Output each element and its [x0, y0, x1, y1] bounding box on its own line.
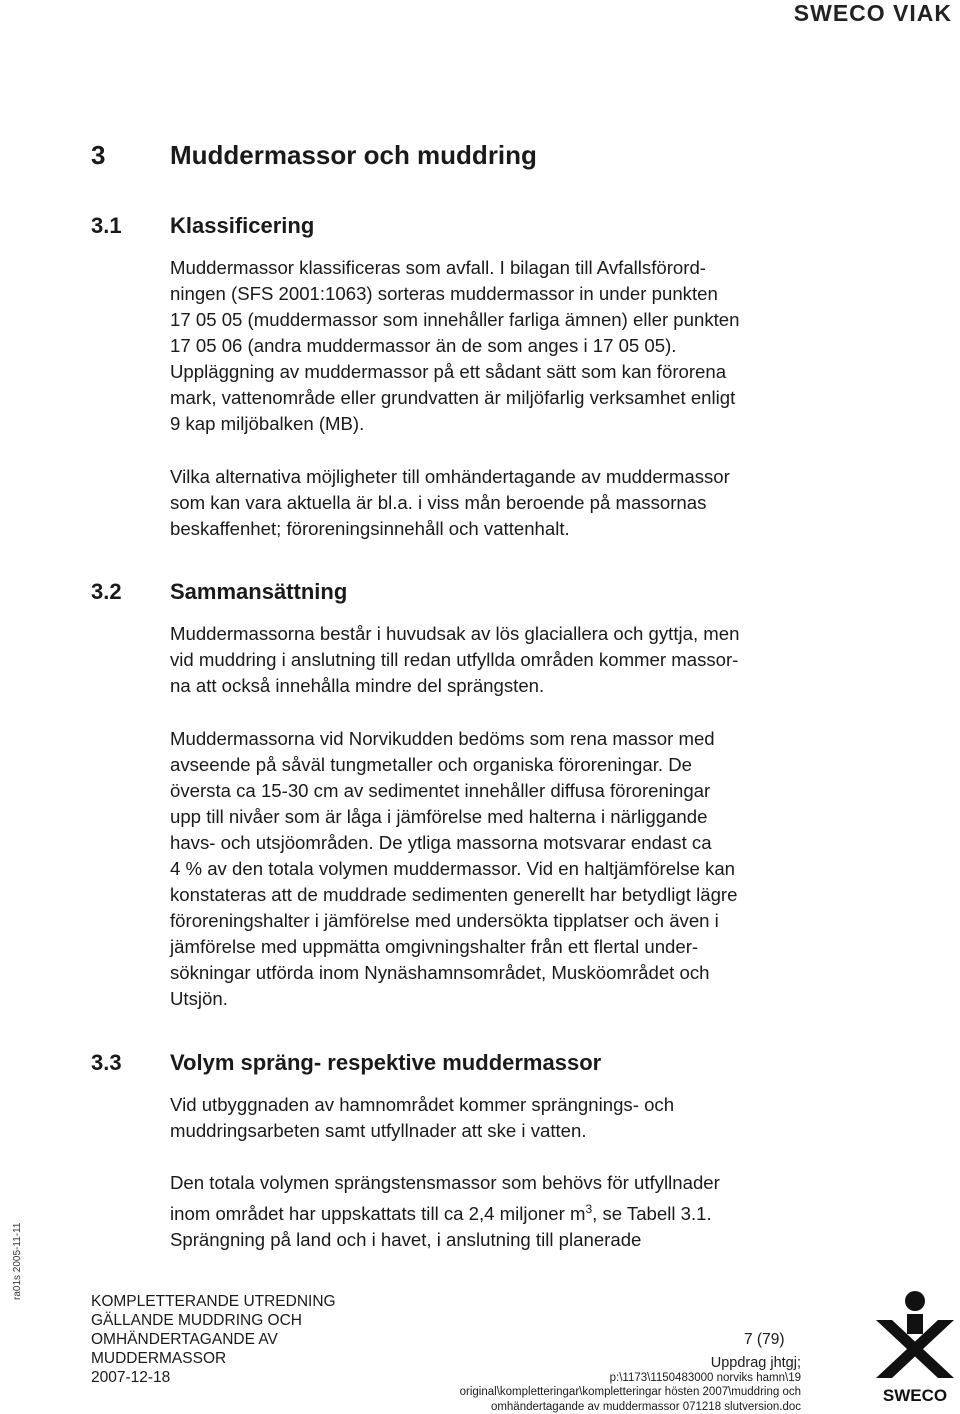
- section-3-2-paragraph-2: [170, 726, 830, 1012]
- document-code: ra01s 2005-11-11: [12, 1223, 23, 1300]
- section-3-2-paragraph-1: [170, 621, 830, 699]
- section-title: Volym spräng- respektive muddermassor: [170, 1050, 601, 1075]
- text-line: Den totala volymen sprängstensmassor som behövs för utfyllnader: [170, 1170, 830, 1196]
- text-segment: , se Tabell 3.1.: [592, 1203, 712, 1224]
- section-title: Sammansättning: [170, 579, 347, 604]
- text-line: Muddermassorna vid Norvikudden bedöms som rena massor med: [170, 726, 830, 752]
- section-number: 3.3: [91, 1050, 170, 1076]
- section-3-3-paragraph-1: [170, 1092, 830, 1144]
- section-3-3-heading: [91, 1050, 601, 1076]
- section-3-1-paragraph-2: [170, 464, 830, 542]
- footer-line: OMHÄNDERTAGANDE AV: [91, 1330, 336, 1349]
- brand-logo-text: SWECO VIAK: [794, 0, 952, 24]
- text-line: föroreningshalter i jämförelse med undersökta tipplatser och även i: [170, 908, 830, 934]
- text-line: vid muddring i anslutning till redan utfyllda områden kommer massor-: [170, 647, 830, 673]
- footer-ref-line: p:\1173\1150483000 norviks hamn\19: [460, 1371, 801, 1386]
- superscript: 3: [585, 1202, 592, 1216]
- text-line: avseende på såväl tungmetaller och organiska föroreningar. De: [170, 752, 830, 778]
- text-line: upp till nivåer som är låga i jämförelse med halterna i närliggande: [170, 804, 830, 830]
- section-3-2-heading: [91, 579, 347, 605]
- section-3-heading: [91, 140, 537, 171]
- footer-ref-line: original\kompletteringar\kompletteringar hösten 2007\muddring och: [460, 1385, 801, 1400]
- logo-dot: [905, 1291, 925, 1311]
- text-line: ningen (SFS 2001:1063) sorteras muddermassor in under punkten: [170, 281, 830, 307]
- text-line: Uppläggning av muddermassor på ett sådant sätt som kan förorena: [170, 359, 830, 385]
- section-title: Klassificering: [170, 213, 314, 238]
- text-line: muddringsarbeten samt utfyllnader att ske i vatten.: [170, 1118, 830, 1144]
- logo-stem: [907, 1314, 923, 1334]
- text-line: Utsjön.: [170, 986, 830, 1012]
- section-number: 3: [91, 140, 170, 171]
- text-line: Sprängning på land och i havet, i anslutning till planerade: [170, 1227, 830, 1253]
- text-line: havs- och utsjöområden. De ytliga massorna motsvarar endast ca: [170, 830, 830, 856]
- sweco-logo-icon: [872, 1290, 958, 1406]
- text-line: Vid utbyggnaden av hamnområdet kommer sprängnings- och: [170, 1092, 830, 1118]
- text-line: sökningar utförda inom Nynäshamnsområdet, Musköområdet och: [170, 960, 830, 986]
- text-line: Muddermassorna består i huvudsak av lös glaciallera och gyttja, men: [170, 621, 830, 647]
- footer-ref-line: omhändertagande av muddermassor 071218 slutversion.doc: [460, 1400, 801, 1414]
- section-number: 3.1: [91, 213, 170, 239]
- page-number: 7 (79): [744, 1331, 785, 1349]
- text-line: översta ca 15-30 cm av sedimentet innehåller diffusa föroreningar: [170, 778, 830, 804]
- footer-line: GÄLLANDE MUDDRING OCH: [91, 1311, 336, 1330]
- footer-line: MUDDERMASSOR: [91, 1349, 336, 1368]
- section-3-1-heading: [91, 213, 314, 239]
- footer-reference: [460, 1356, 801, 1414]
- text-line: mark, vattenområde eller grundvatten är miljöfarlig verksamhet enligt: [170, 385, 830, 411]
- text-line: som kan vara aktuella är bl.a. i viss mån beroende på massornas: [170, 490, 830, 516]
- text-segment: inom området har uppskattats till ca 2,4 miljoner m: [170, 1203, 585, 1224]
- section-title: Muddermassor och muddring: [170, 140, 537, 170]
- section-3-1-paragraph-1: [170, 255, 830, 437]
- footer-title: [91, 1292, 336, 1387]
- logo-text: SWECO: [883, 1386, 947, 1405]
- text-line: na att också innehålla mindre del sprängsten.: [170, 673, 830, 699]
- text-line: konstateras att de muddrade sedimenten generellt har betydligt lägre: [170, 882, 830, 908]
- text-line: 17 05 06 (andra muddermassor än de som anges i 17 05 05).: [170, 333, 830, 359]
- section-number: 3.2: [91, 579, 170, 605]
- text-line: 9 kap miljöbalken (MB).: [170, 411, 830, 437]
- footer-line: KOMPLETTERANDE UTREDNING: [91, 1292, 336, 1311]
- text-line: Muddermassor klassificeras som avfall. I bilagan till Avfallsförord-: [170, 255, 830, 281]
- text-line: Vilka alternativa möjligheter till omhändertagande av muddermassor: [170, 464, 830, 490]
- text-line: beskaffenhet; föroreningsinnehåll och vattenhalt.: [170, 516, 830, 542]
- text-line: jämförelse med uppmätta omgivningshalter från ett flertal under-: [170, 934, 830, 960]
- text-line: 17 05 05 (muddermassor som innehåller farliga ämnen) eller punkten: [170, 307, 830, 333]
- footer-ref-line: Uppdrag jhtgj;: [460, 1356, 801, 1371]
- text-line: 4 % av den totala volymen muddermassor. Vid en haltjämförelse kan: [170, 856, 830, 882]
- section-3-3-paragraph-2: [170, 1170, 830, 1253]
- footer-date: 2007-12-18: [91, 1368, 336, 1387]
- text-line: [170, 1196, 830, 1227]
